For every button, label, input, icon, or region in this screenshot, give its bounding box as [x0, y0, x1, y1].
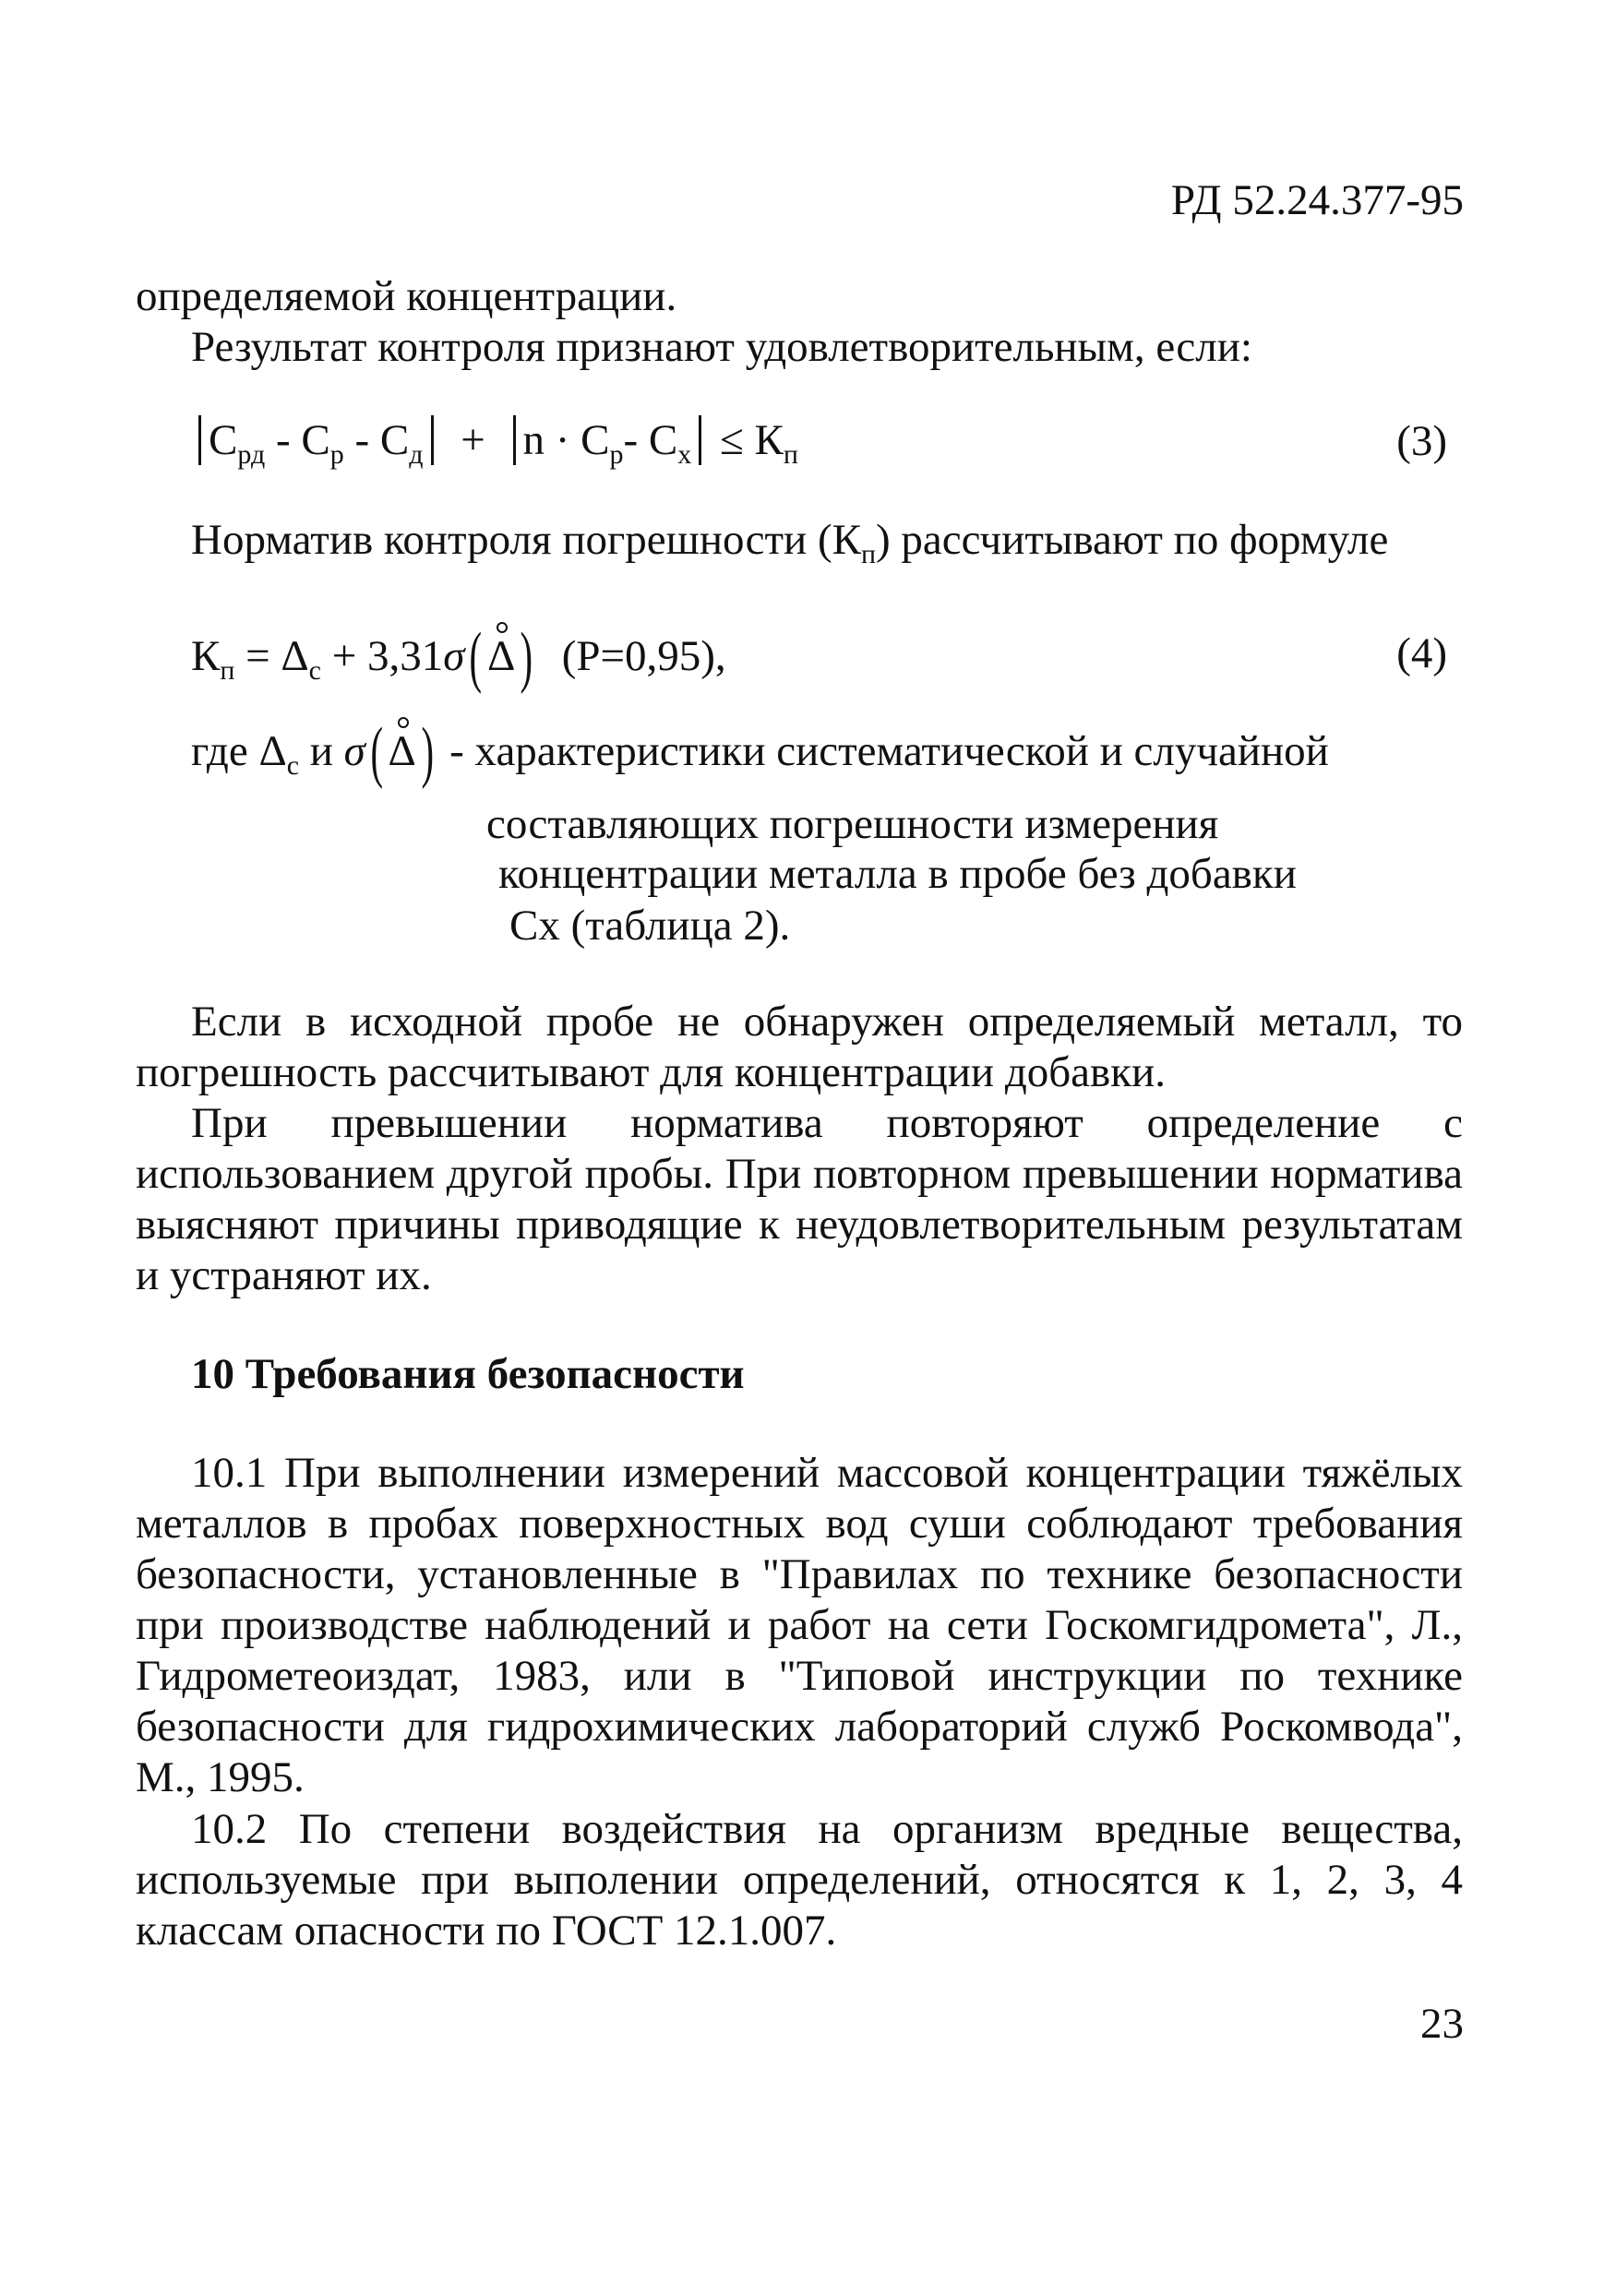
paragraph-exceed-line2: использованием другой пробы. При повторном превышении норматива [136, 1150, 1463, 1198]
formula-subscript: р [609, 439, 624, 470]
paragraph-not-found-line2: погрешность рассчитывают для концентрации добавки. [136, 1048, 1166, 1096]
formula-term: + 3,31 [320, 632, 444, 680]
formula-probability: (P=0,95), [561, 632, 726, 680]
where-line-3: концентрации металла в пробе без добавки [498, 850, 1297, 898]
formula-subscript: с [308, 655, 321, 686]
para-10-1-line4: при производстве наблюдений и работ на сети Госкомгидромета", Л., [136, 1601, 1463, 1649]
paragraph-not-found-line1: Если в исходной пробе не обнаружен определяемый металл, то [191, 998, 1463, 1046]
page-number: 23 [1420, 2000, 1464, 2048]
continued-text: определяемой концентрации. [136, 272, 677, 320]
paragraph-exceed-line4: и устраняют их. [136, 1251, 432, 1299]
right-paren: ) [520, 619, 533, 695]
document-code: РД 52.24.377-95 [1170, 176, 1464, 224]
where-line [191, 714, 1329, 790]
abs-bar [513, 415, 516, 465]
where-label: где Δ [191, 727, 287, 775]
formula-term: К [191, 632, 221, 680]
result-intro: Результат контроля признают удовлетворительным, если: [191, 323, 1252, 371]
paragraph-exceed-line1: При превышении норматива повторяют определение с [191, 1099, 1463, 1147]
formula-plus: + [461, 416, 485, 464]
abs-bar [198, 415, 201, 465]
para-10-1-line2: металлов в пробах поверхностных вод суши соблюдают требования [136, 1500, 1463, 1548]
where-line-2: составляющих погрешности измерения [486, 800, 1219, 848]
formula-term: - С [265, 416, 330, 464]
para-10-1-line3: безопасности, установленные в "Правилах по технике безопасности [136, 1550, 1463, 1598]
formula-term: С [209, 416, 238, 464]
where-text: - характеристики систематической и случайной [438, 727, 1329, 775]
formula-subscript: х [677, 439, 692, 470]
equation-number-4: (4) [1396, 629, 1447, 677]
para-10-1-line1: 10.1 При выполнении измерений массовой концентрации тяжёлых [191, 1449, 1463, 1497]
abs-bar [699, 415, 701, 465]
formula-subscript: п [220, 655, 235, 686]
para-10-1-line5: Гидрометеоиздат, 1983, или в "Типовой инструкции по технике [136, 1652, 1463, 1700]
formula-subscript: п [860, 539, 877, 569]
formula-subscript: рд [237, 439, 266, 470]
para-10-2-line3: классам опасности по ГОСТ 12.1.007. [136, 1907, 837, 1955]
formula-term: - С [623, 416, 678, 464]
formula-term: n · С [522, 416, 610, 464]
norm-intro [191, 517, 1388, 569]
paragraph-exceed-line3: выясняют причины приводящие к неудовлетворительным результатам [136, 1201, 1463, 1249]
formula-subscript: п [783, 439, 798, 470]
abs-bar [431, 415, 434, 465]
left-paren: ( [370, 714, 383, 790]
section-heading: 10 Требования безопасности [191, 1350, 745, 1398]
sigma-symbol: σ [443, 632, 465, 680]
norm-intro-text: Норматив контроля погрешности (К [191, 516, 861, 564]
para-10-2-line1: 10.2 По степени воздействия на организм вредные вещества, [191, 1805, 1463, 1853]
formula-subscript: с [286, 750, 300, 781]
formula-subscript: д [409, 439, 424, 470]
para-10-2-line2: используемые при выполении определений, относятся к 1, 2, 3, 4 [136, 1856, 1463, 1904]
formula-term: - С [343, 416, 410, 464]
left-paren: ( [469, 619, 483, 695]
delta-ring-symbol: Δ [487, 632, 516, 680]
formula-term: ≤ К [720, 416, 784, 464]
para-10-1-line6: безопасности для гидрохимических лабораторий служб Роскомвода", [136, 1703, 1463, 1751]
formula-4 [191, 619, 726, 695]
delta-ring-symbol: Δ [388, 727, 416, 775]
norm-intro-text: ) рассчитывают по формуле [876, 516, 1389, 564]
where-and: и [299, 727, 344, 775]
right-paren: ) [421, 714, 434, 790]
formula-subscript: р [329, 439, 344, 470]
where-line-4: Сх (таблица 2). [509, 902, 791, 950]
formula-term: = Δ [234, 632, 309, 680]
para-10-1-line7: М., 1995. [136, 1753, 305, 1801]
sigma-symbol: σ [343, 727, 365, 775]
formula-3 [191, 415, 798, 470]
equation-number-3: (3) [1396, 417, 1447, 465]
